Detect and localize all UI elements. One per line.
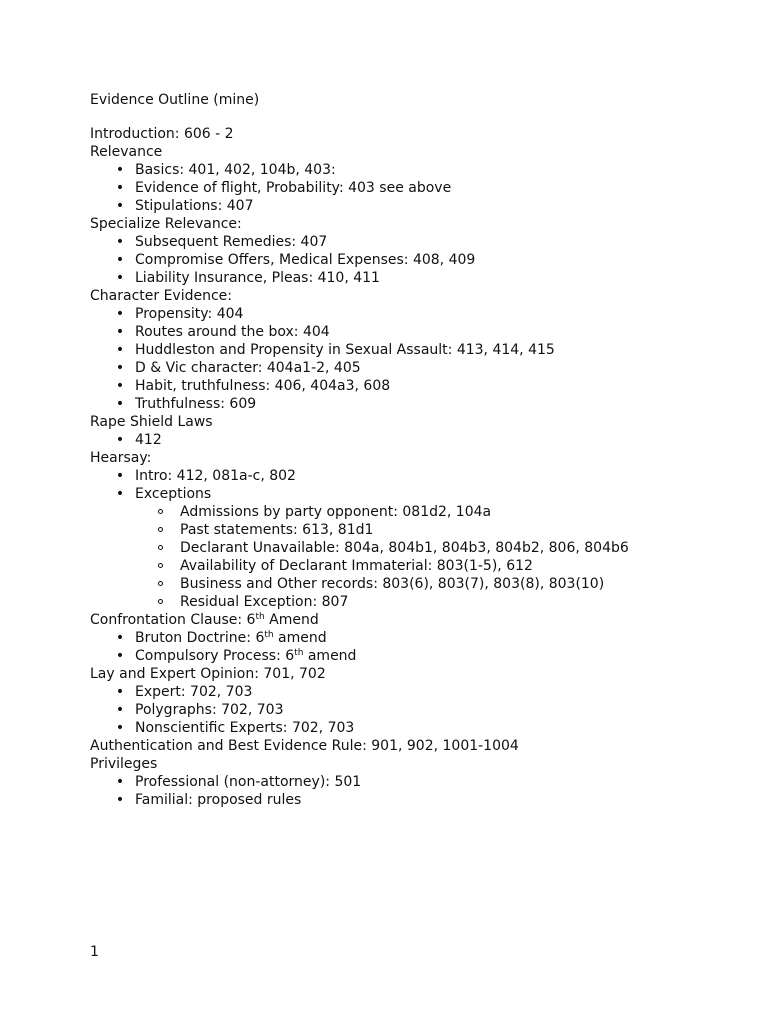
outline-heading: [90, 665, 730, 683]
bullet-icon: •: [115, 360, 125, 376]
outline-text: Availability of Declarant Immaterial: 803(1-5), 612: [180, 558, 533, 574]
bullet-icon: •: [115, 378, 125, 394]
outline-bullet-item: [90, 719, 730, 737]
outline-subitem: [90, 539, 730, 557]
outline-bullet-item: [90, 431, 730, 449]
bullet-icon: •: [115, 702, 125, 718]
outline-heading: [90, 143, 730, 161]
outline-subitem: [90, 503, 730, 521]
outline-subitem: [90, 575, 730, 593]
circle-bullet-icon: [158, 545, 163, 550]
outline-subitem: [90, 521, 730, 539]
outline-bullet-item: [90, 377, 730, 395]
outline-text-suffix: Amend: [264, 612, 319, 628]
outline-bullet-item: [90, 161, 730, 179]
outline-subitem: [90, 557, 730, 575]
superscript: th: [255, 612, 265, 622]
outline-text: Familial: proposed rules: [135, 792, 302, 808]
bullet-icon: •: [115, 234, 125, 250]
outline-bullet-item: [90, 305, 730, 323]
outline-text: Truthfulness: 609: [135, 396, 257, 412]
outline-bullet-item: [90, 647, 730, 665]
outline-text: Hearsay:: [90, 450, 152, 466]
bullet-icon: •: [115, 486, 125, 502]
bullet-icon: •: [115, 342, 125, 358]
outline-bullet-item: [90, 323, 730, 341]
outline-heading: [90, 413, 730, 431]
outline-list: [90, 125, 730, 809]
outline-text: Nonscientific Experts: 702, 703: [135, 720, 355, 736]
outline-text: Routes around the box: 404: [135, 324, 330, 340]
superscript: th: [264, 630, 274, 640]
outline-text: Authentication and Best Evidence Rule: 901, 902, 1001-1004: [90, 738, 519, 754]
outline-text: Expert: 702, 703: [135, 684, 253, 700]
bullet-icon: •: [115, 468, 125, 484]
outline-text: Admissions by party opponent: 081d2, 104a: [180, 504, 492, 520]
outline-text: Intro: 412, 081a-c, 802: [135, 468, 296, 484]
outline-heading: [90, 215, 730, 233]
outline-heading: [90, 449, 730, 467]
outline-text: Bruton Doctrine: 6: [135, 630, 265, 646]
outline-text: Exceptions: [135, 486, 212, 502]
outline-text: Confrontation Clause: 6: [90, 612, 256, 628]
bullet-icon: •: [115, 774, 125, 790]
outline-text: Declarant Unavailable: 804a, 804b1, 804b3, 804b2, 806, 804b6: [180, 540, 629, 556]
outline-bullet-item: [90, 791, 730, 809]
outline-heading: [90, 755, 730, 773]
page-number: 1: [90, 944, 99, 960]
outline-bullet-item: [90, 485, 730, 503]
bullet-icon: •: [115, 684, 125, 700]
outline-bullet-item: [90, 359, 730, 377]
outline-text: Introduction: 606 - 2: [90, 126, 234, 142]
outline-heading: [90, 611, 730, 629]
outline-text: Residual Exception: 807: [180, 594, 349, 610]
outline-text: Past statements: 613, 81d1: [180, 522, 374, 538]
circle-bullet-icon: [158, 563, 163, 568]
outline-text: Relevance: [90, 144, 163, 160]
bullet-icon: •: [115, 396, 125, 412]
bullet-icon: •: [115, 720, 125, 736]
outline-bullet-item: [90, 467, 730, 485]
outline-bullet-item: [90, 341, 730, 359]
bullet-icon: •: [115, 162, 125, 178]
outline-text: Polygraphs: 702, 703: [135, 702, 284, 718]
outline-subitem: [90, 593, 730, 611]
outline-text-suffix: amend: [303, 648, 357, 664]
outline-text: Specialize Relevance:: [90, 216, 242, 232]
bullet-icon: •: [115, 252, 125, 268]
outline-text: Liability Insurance, Pleas: 410, 411: [135, 270, 380, 286]
outline-text: Propensity: 404: [135, 306, 244, 322]
outline-bullet-item: [90, 197, 730, 215]
outline-heading: [90, 125, 730, 143]
bullet-icon: •: [115, 432, 125, 448]
outline-text: Huddleston and Propensity in Sexual Assault: 413, 414, 415: [135, 342, 555, 358]
bullet-icon: •: [115, 648, 125, 664]
bullet-icon: •: [115, 792, 125, 808]
outline-bullet-item: [90, 269, 730, 287]
outline-bullet-item: [90, 701, 730, 719]
outline-bullet-item: [90, 773, 730, 791]
outline-text: Lay and Expert Opinion: 701, 702: [90, 666, 326, 682]
bullet-icon: •: [115, 180, 125, 196]
outline-text: Subsequent Remedies: 407: [135, 234, 328, 250]
circle-bullet-icon: [158, 581, 163, 586]
circle-bullet-icon: [158, 599, 163, 604]
circle-bullet-icon: [158, 527, 163, 532]
outline-heading: [90, 737, 730, 755]
bullet-icon: •: [115, 270, 125, 286]
outline-text: Compulsory Process: 6: [135, 648, 295, 664]
outline-text: Habit, truthfulness: 406, 404a3, 608: [135, 378, 391, 394]
bullet-icon: •: [115, 630, 125, 646]
outline-text: Business and Other records: 803(6), 803(7), 803(8), 803(10): [180, 576, 605, 592]
outline-text: Basics: 401, 402, 104b, 403:: [135, 162, 336, 178]
document-page: [90, 91, 730, 809]
outline-text: Compromise Offers, Medical Expenses: 408, 409: [135, 252, 476, 268]
outline-text: Character Evidence:: [90, 288, 232, 304]
outline-bullet-item: [90, 683, 730, 701]
outline-bullet-item: [90, 233, 730, 251]
outline-bullet-item: [90, 629, 730, 647]
outline-bullet-item: [90, 179, 730, 197]
outline-text: 412: [135, 432, 162, 448]
outline-text: Privileges: [90, 756, 158, 772]
outline-bullet-item: [90, 395, 730, 413]
bullet-icon: •: [115, 306, 125, 322]
document-title: Evidence Outline (mine): [90, 92, 260, 108]
circle-bullet-icon: [158, 509, 163, 514]
superscript: th: [294, 648, 304, 658]
outline-text: Evidence of flight, Probability: 403 see above: [135, 180, 452, 196]
bullet-icon: •: [115, 198, 125, 214]
outline-text: Professional (non-attorney): 501: [135, 774, 362, 790]
outline-text: Rape Shield Laws: [90, 414, 213, 430]
outline-text-suffix: amend: [273, 630, 327, 646]
outline-text: D & Vic character: 404a1-2, 405: [135, 360, 361, 376]
outline-bullet-item: [90, 251, 730, 269]
outline-heading: [90, 287, 730, 305]
bullet-icon: •: [115, 324, 125, 340]
outline-text: Stipulations: 407: [135, 198, 254, 214]
